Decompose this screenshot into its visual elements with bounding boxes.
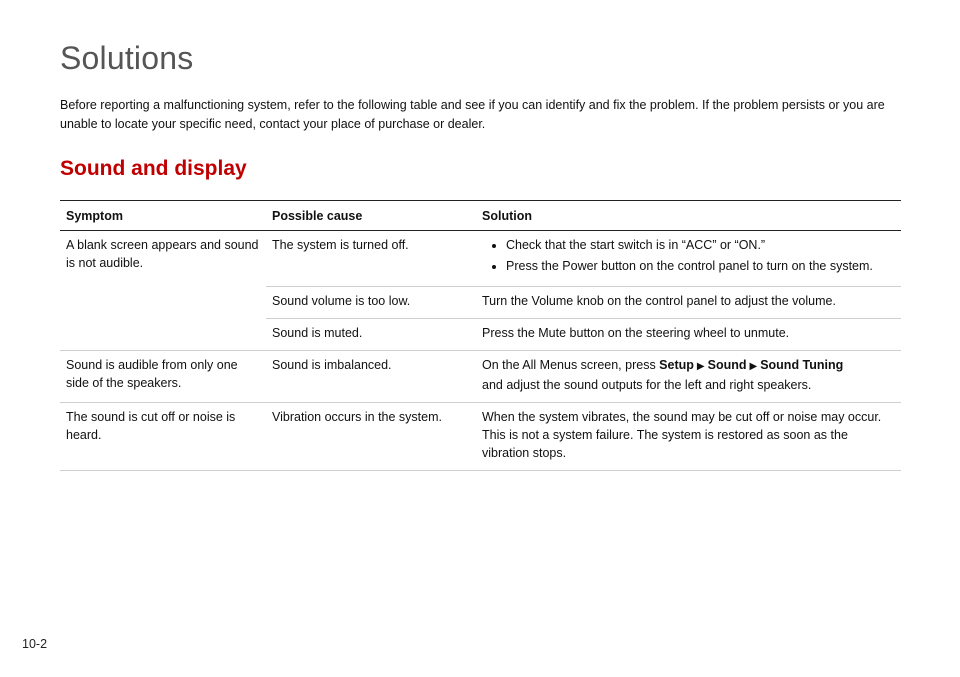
header-possible-cause: Possible cause — [266, 201, 476, 231]
solution-cell: Turn the Volume knob on the control panel to adjust the volume. — [476, 287, 901, 319]
solution-suffix: and adjust the sound outputs for the left and right speakers. — [482, 378, 812, 392]
menu-path-sound-tuning: Sound Tuning — [760, 358, 844, 372]
table-row — [60, 403, 901, 471]
solution-cell: Press the Mute button on the steering wheel to unmute. — [476, 319, 901, 351]
header-symptom: Symptom — [60, 201, 266, 231]
cause-cell: Sound is imbalanced. — [266, 351, 476, 403]
solution-cell: When the system vibrates, the sound may be cut off or noise may occur. This is not a system failure. The system is restored as soon as the vibration stops. — [476, 403, 901, 471]
symptom-cell: The sound is cut off or noise is heard. — [60, 403, 266, 471]
solution-bullet: • Press the Power button on the control panel to turn on the system. — [506, 257, 895, 275]
menu-path-sound: Sound — [707, 358, 747, 372]
cause-cell: The system is turned off. — [266, 231, 476, 287]
section-title: Sound and display — [60, 157, 247, 180]
symptom-cell: Sound is audible from only one side of the speakers. — [60, 351, 266, 403]
cause-cell: Sound volume is too low. — [266, 287, 476, 319]
intro-paragraph: Before reporting a malfunctioning system, refer to the following table and see if you can identify and fix the problem. If the problem persists or you are unable to locate your specific need, contact your place of purchase or dealer. — [60, 98, 885, 131]
cause-cell: Vibration occurs in the system. — [266, 403, 476, 471]
solution-cell — [476, 351, 901, 403]
header-solution: Solution — [476, 201, 901, 231]
table-row — [60, 351, 901, 403]
arrow-right-icon: ▶ — [696, 361, 705, 372]
arrow-right-icon: ▶ — [749, 361, 758, 372]
table-header-row — [60, 201, 901, 231]
solutions-table — [60, 200, 901, 471]
page-title: Solutions — [60, 40, 194, 76]
table-row — [60, 231, 901, 287]
solution-cell — [476, 231, 901, 287]
solution-bullet: • Check that the start switch is in “ACC” or “ON.” — [506, 236, 895, 254]
menu-path-setup: Setup — [659, 358, 694, 372]
cause-cell: Sound is muted. — [266, 319, 476, 351]
symptom-cell: A blank screen appears and sound is not audible. — [60, 231, 266, 351]
page-number: 10-2 — [22, 637, 48, 651]
solution-bullet-list — [482, 236, 895, 275]
solution-prefix: On the All Menus screen, press — [482, 358, 660, 372]
